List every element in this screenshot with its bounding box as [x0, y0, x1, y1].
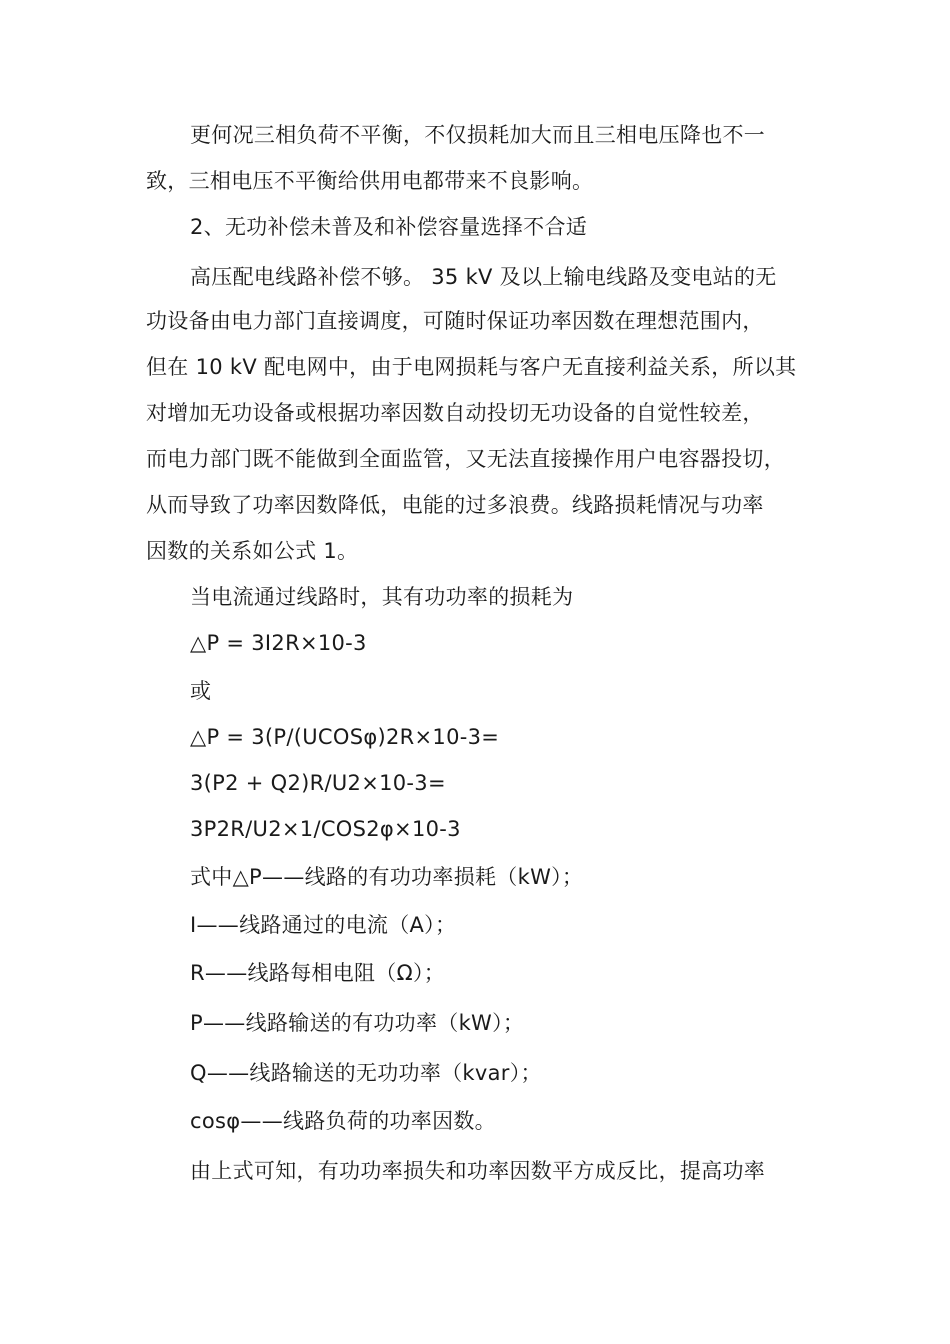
definition-line: I——线路通过的电流（A）；	[190, 913, 457, 937]
section-heading: 2、无功补偿未普及和补偿容量选择不合适	[190, 215, 588, 239]
definition-line: R——线路每相电阻（Ω）；	[190, 961, 446, 985]
formula-line: 3P2R/U2×1/COS2φ×10-3	[190, 817, 461, 841]
paragraph-line: 因数的关系如公式 1。	[146, 539, 359, 563]
formula-line: △P = 3(P/(UCOSφ)2R×10-3=	[190, 725, 500, 749]
paragraph-line: 功设备由电力部门直接调度，可随时保证功率因数在理想范围内，	[146, 309, 764, 333]
definition-line: 式中△P——线路的有功功率损耗（kW）；	[190, 865, 584, 889]
definition-line: Q——线路输送的无功功率（kvar）；	[190, 1061, 542, 1085]
paragraph-line: 由上式可知，有功功率损失和功率因数平方成反比，提高功率	[190, 1159, 766, 1183]
formula-line: 3(P2 + Q2)R/U2×10-3=	[190, 771, 446, 795]
paragraph-line: 但在 10 kV 配电网中，由于电网损耗与客户无直接利益关系，所以其	[146, 355, 797, 379]
paragraph-line: 更何况三相负荷不平衡，不仅损耗加大而且三相电压降也不一	[190, 123, 766, 147]
definition-line: P——线路输送的有功功率（kW）；	[190, 1011, 525, 1035]
paragraph-line: 或	[190, 679, 212, 703]
paragraph-line: 而电力部门既不能做到全面监管，又无法直接操作用户电容器投切，	[146, 447, 785, 471]
paragraph-line: 从而导致了功率因数降低，电能的过多浪费。线路损耗情况与功率	[146, 493, 764, 517]
paragraph-line: 致，三相电压不平衡给供用电都带来不良影响。	[146, 169, 594, 193]
definition-line: cosφ——线路负荷的功率因数。	[190, 1109, 496, 1133]
paragraph-line: 高压配电线路补偿不够。 35 kV 及以上输电线路及变电站的无	[190, 265, 777, 289]
paragraph-line: 对增加无功设备或根据功率因数自动投切无功设备的自觉性较差，	[146, 401, 764, 425]
paragraph-line: 当电流通过线路时，其有功功率的损耗为	[190, 585, 574, 609]
formula-line: △P = 3I2R×10-3	[190, 631, 367, 655]
